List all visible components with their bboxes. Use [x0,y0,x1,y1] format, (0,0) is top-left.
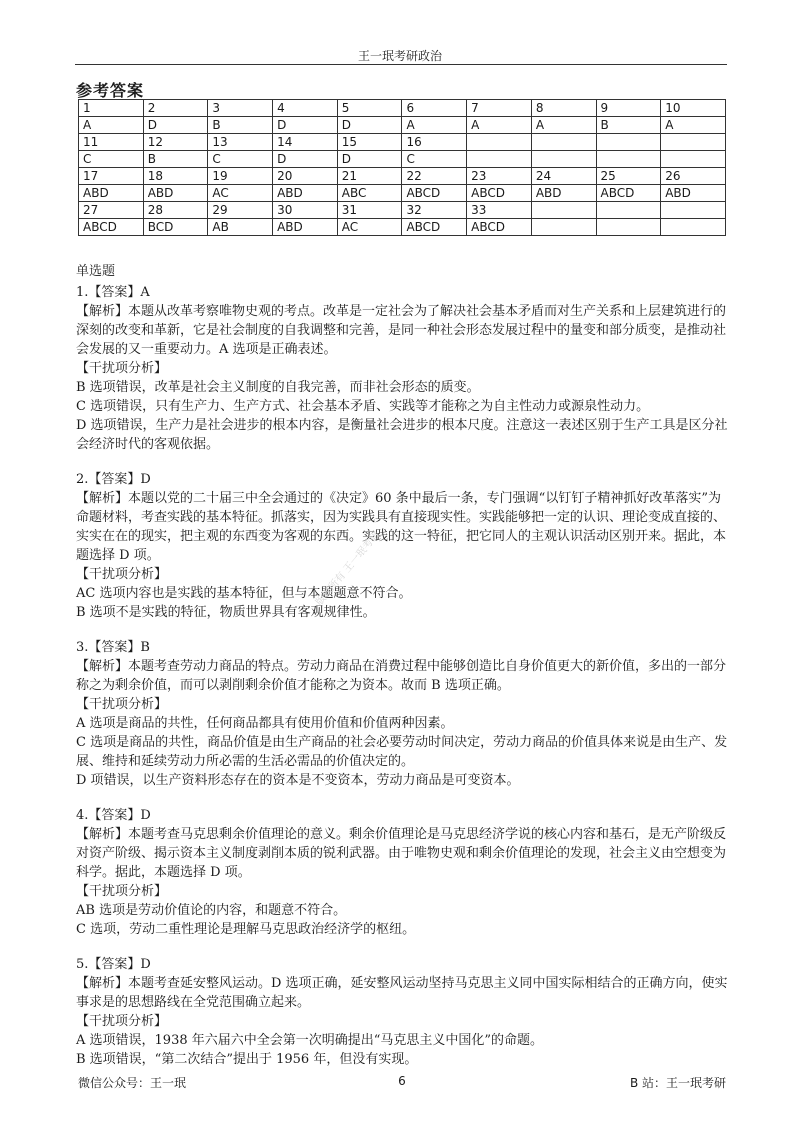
answer-cell [531,219,596,236]
answer-cell: 1 [79,100,144,117]
question-text-line: D 项错误，以生产资料形态存在的资本是不变资本，劳动力商品是可变资本。 [76,773,520,788]
header-divider [75,64,727,65]
answer-cell: 5 [337,100,402,117]
answer-cell: C [79,151,144,168]
question-text-line: 【干扰项分析】 [76,567,168,582]
answer-cell [661,202,726,219]
question-answer-line: 4.【答案】D [76,808,151,823]
answer-cell: 11 [79,134,144,151]
question-text-line: AC 选项内容也是实践的基本特征，但与本题题意不符合。 [76,586,412,601]
answer-key-row [79,185,726,202]
question-text-line: B 选项错误，“第二次结合”提出于 1956 年，但没有实现。 [76,1052,418,1067]
answer-key-row [79,219,726,236]
answer-cell: B [208,117,273,134]
answer-cell: ABCD [596,185,661,202]
question-text-line: 【干扰项分析】 [76,884,168,899]
answer-cell: 30 [273,202,338,219]
section-title: 单选题 [76,264,116,279]
question-block [76,470,728,622]
answer-cell: 8 [531,100,596,117]
answer-cell [596,202,661,219]
answer-cell: A [531,117,596,134]
question-text-line: 【干扰项分析】 [76,361,168,376]
question-text-line: 【解析】本题从改革考察唯物史观的考点。改革是一定社会为了解决社会基本矛盾而对生产关系和上层建筑进行的深刻的改变和革新，它是社会制度的自我调整和完善，是同一种社会形态发展过程中的量变和部分质变，是推动社会发展的又一重要动力。A 选项是正确表述。 [76,304,727,357]
answer-cell: D [337,117,402,134]
answer-cell: ABD [273,185,338,202]
answer-cell: BCD [143,219,208,236]
answer-cell: 21 [337,168,402,185]
answer-cell: 33 [467,202,532,219]
answer-cell: ABCD [467,185,532,202]
answer-cell: ABD [79,185,144,202]
answer-cell: D [143,117,208,134]
question-answer-line: 3.【答案】B [76,640,150,655]
answer-cell: ABCD [402,219,467,236]
answer-cell: AB [208,219,273,236]
answer-cell: 14 [273,134,338,151]
answer-cell: 17 [79,168,144,185]
answer-cell: ABD [531,185,596,202]
answer-cell [661,134,726,151]
answer-cell [596,151,661,168]
answer-cell: 28 [143,202,208,219]
answer-cell [531,202,596,219]
answer-cell: B [143,151,208,168]
solutions-content [76,262,728,1085]
question-answer-line: 1.【答案】A [76,285,150,300]
answer-cell: 4 [273,100,338,117]
answer-cell [661,151,726,168]
answer-cell: 15 [337,134,402,151]
answer-cell: ABCD [402,185,467,202]
answer-cell: 25 [596,168,661,185]
answer-cell: D [337,151,402,168]
question-text-line: C 选项是商品的共性，商品价值是由生产商品的社会必要劳动时间决定，劳动力商品的价值具体来说是由生产、发展、维持和延续劳动力所必需的生活必需品的价值决定的。 [76,735,728,769]
question-text-line: 【解析】本题考查马克思剩余价值理论的意义。剩余价值理论是马克思经济学说的核心内容和基石，是无产阶级反对资产阶级、揭示资本主义制度剥削本质的锐利武器。由于唯物史观和剩余价值理论的发现，社会主义由空想变为科学。据此，本题选择 D 项。 [76,827,727,880]
answers-heading: 参考答案 [76,81,145,100]
question-text-line: B 选项错误，改革是社会主义制度的自我完善，而非社会形态的质变。 [76,380,480,395]
question-text-line: A 选项是商品的共性，任何商品都具有使用价值和价值两种因素。 [76,716,454,731]
answer-number-row [79,134,726,151]
answer-cell: 26 [661,168,726,185]
answer-cell: 32 [402,202,467,219]
answer-cell: D [273,151,338,168]
answer-cell: 3 [208,100,273,117]
answer-number-row [79,202,726,219]
question-block [76,806,728,939]
question-block [76,283,728,454]
answer-cell: D [273,117,338,134]
question-text-line: C 选项，劳动二重性理论是理解马克思政治经济学的枢纽。 [76,922,416,937]
question-block [76,638,728,790]
page-header-title: 王一珉考研政治 [357,49,442,63]
answer-cell [531,134,596,151]
answer-cell [467,151,532,168]
question-block [76,955,728,1069]
question-text-line: 【干扰项分析】 [76,697,168,712]
question-answer-line: 2.【答案】D [76,472,151,487]
answer-cell: 27 [79,202,144,219]
answer-cell: A [661,117,726,134]
answer-cell: AC [337,219,402,236]
question-text-line: C 选项错误，只有生产力、生产方式、社会基本矛盾、实践等才能称之为自主性动力或源泉性动力。 [76,399,650,414]
answer-cell: B [596,117,661,134]
answer-cell: 19 [208,168,273,185]
question-text-line: 【解析】本题以党的二十届三中全会通过的《决定》60 条中最后一条，专门强调“以钉钉子精神抓好改革落实”为命题材料，考查实践的基本特征。抓落实，因为实践具有直接现实性。实践能够把一定的认识、理论变成直接的、实实在在的现实，把主观的东西变为客观的东西。实践的这一特征，把它同人的主观认识活动区别开来。据此，本题选择 D 项。 [76,491,727,563]
answer-key-row [79,117,726,134]
question-text-line: B 选项不是实践的特征，物质世界具有客观规律性。 [76,605,376,620]
answer-cell: 7 [467,100,532,117]
answer-cell: 12 [143,134,208,151]
answer-table [78,99,726,236]
answer-cell [596,134,661,151]
question-text-line: 【解析】本题考查劳动力商品的特点。劳动力商品在消费过程中能够创造比自身价值更大的新价值，多出的一部分称之为剩余价值，而可以剥削剩余价值才能称之为资本。故而 B 选项正确。 [76,659,727,693]
answer-cell [467,134,532,151]
answer-cell: AC [208,185,273,202]
answer-cell: 9 [596,100,661,117]
page-number: 6 [398,1074,406,1088]
answer-key-row [79,151,726,168]
answer-cell: A [79,117,144,134]
question-text-line: A 选项错误，1938 年六届六中全会第一次明确提出“马克思主义中国化”的命题。 [76,1033,544,1048]
answer-cell [596,219,661,236]
answer-cell: 23 [467,168,532,185]
answer-cell [661,219,726,236]
answer-cell: A [467,117,532,134]
answer-cell: A [402,117,467,134]
watermark: 版权所有 王一珉考研 [313,529,383,609]
answer-cell: 10 [661,100,726,117]
answer-cell: 6 [402,100,467,117]
answer-number-row [79,100,726,117]
answer-cell: 13 [208,134,273,151]
question-text-line: 【解析】本题考查延安整风运动。D 选项正确，延安整风运动坚持马克思主义同中国实际相结合的正确方向，使实事求是的思想路线在全党范围确立起来。 [76,976,728,1010]
answer-cell: ABCD [467,219,532,236]
answer-cell: ABD [273,219,338,236]
answer-number-row [79,168,726,185]
answer-cell: C [208,151,273,168]
answer-cell [531,151,596,168]
answer-cell: ABCD [79,219,144,236]
question-answer-line: 5.【答案】D [76,957,151,972]
footer-bilibili: B 站：王一珉考研 [629,1076,726,1090]
answer-cell: 2 [143,100,208,117]
question-text-line: D 选项错误，生产力是社会进步的根本内容，是衡量社会进步的根本尺度。注意这一表述区别于生产工具是区分社会经济时代的客观依据。 [76,418,728,452]
answer-cell: 18 [143,168,208,185]
answer-cell: 29 [208,202,273,219]
answer-cell: ABD [661,185,726,202]
answer-cell: ABD [143,185,208,202]
answer-cell: 31 [337,202,402,219]
answer-cell: 16 [402,134,467,151]
question-text-line: 【干扰项分析】 [76,1014,168,1029]
footer-wechat: 微信公众号：王一珉 [78,1076,187,1090]
question-text-line: AB 选项是劳动价值论的内容，和题意不符合。 [76,903,347,918]
answer-cell: 22 [402,168,467,185]
answer-cell: C [402,151,467,168]
answer-cell: 20 [273,168,338,185]
question-list [76,283,728,1069]
answer-cell: ABC [337,185,402,202]
answer-cell: 24 [531,168,596,185]
